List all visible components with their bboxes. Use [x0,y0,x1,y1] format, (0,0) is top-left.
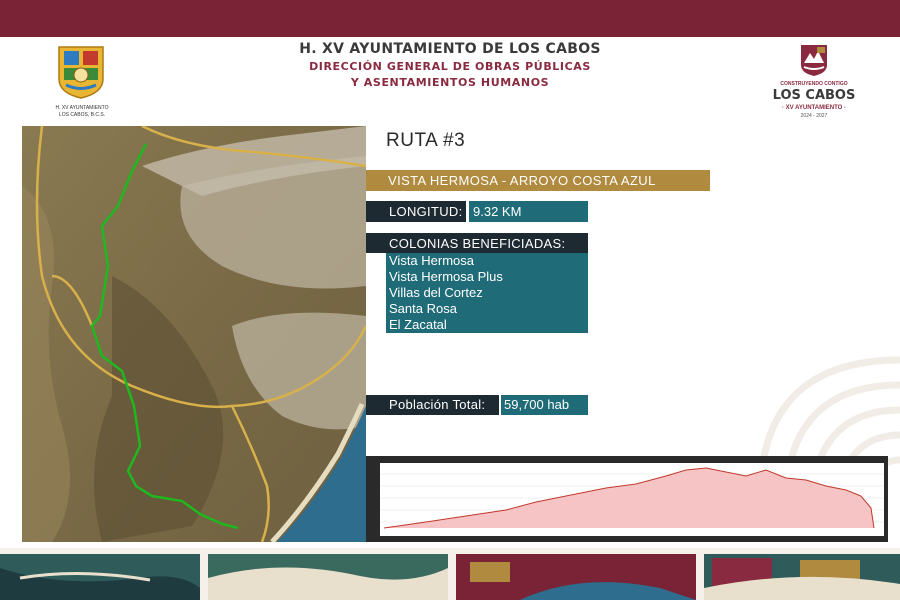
population-value: 59,700 hab [501,395,588,415]
elevation-profile [366,456,888,542]
route-name-bar: VISTA HERMOSA - ARROYO COSTA AZUL [366,170,710,191]
colonia-item: Santa Rosa [389,301,457,316]
right-logo-line-2: LOS CABOS [772,88,856,103]
colonia-item: El Zacatal [389,317,447,332]
decorative-footer-art [0,548,900,600]
page-subtitle-1: DIRECCIÓN GENERAL DE OBRAS PÚBLICAS [309,60,591,73]
right-logo-line-4: 2024 - 2027 [800,113,828,119]
colonia-item: Vista Hermosa Plus [389,269,503,284]
length-label: LONGITUD: [366,201,466,222]
colonias-label: COLONIAS BENEFICIADAS: [366,233,588,253]
page-header [0,37,900,117]
colonia-item: Vista Hermosa [389,253,475,268]
route-title: RUTA #3 [386,130,466,151]
municipal-logo [48,45,116,117]
top-color-bar [0,0,900,37]
route-satellite-map [22,126,366,542]
length-value: 9.32 KM [469,201,588,222]
colonias-list [386,253,588,333]
los-cabos-logo [762,43,866,119]
colonia-item: Villas del Cortez [389,285,483,300]
left-logo-caption-2: LOS CABOS, B.C.S. [58,112,106,118]
right-logo-line-3: · XV AYUNTAMIENTO · [781,105,846,111]
left-logo-caption-1: H. XV AYUNTAMIENTO [55,105,109,111]
page-title: H. XV AYUNTAMIENTO DE LOS CABOS [299,41,601,57]
page-subtitle-2: Y ASENTAMIENTOS HUMANOS [350,76,550,89]
population-label: Población Total: [366,395,499,415]
municipal-shield-icon [56,45,106,99]
right-logo-line-1: CONSTRUYENDO CONTIGO [780,81,848,87]
los-cabos-emblem-icon [798,43,830,77]
